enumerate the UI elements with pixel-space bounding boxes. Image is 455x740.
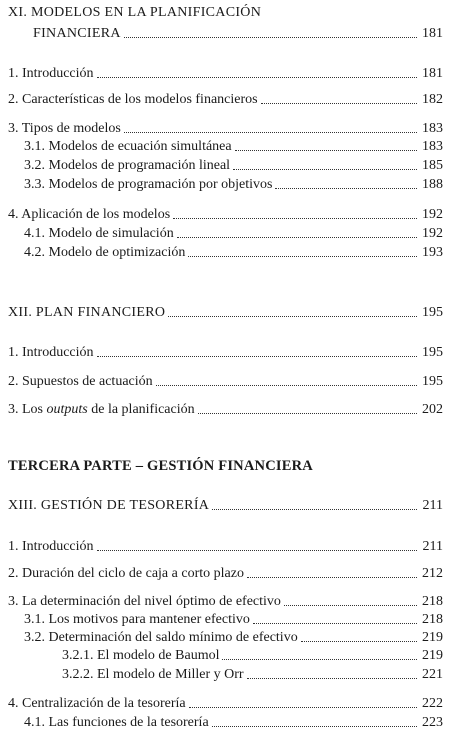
toc-entry: [0, 628, 455, 648]
toc-entry: [0, 694, 455, 714]
page-number: 183: [422, 139, 443, 154]
entry-label: 2. Características de los modelos financieros: [8, 92, 258, 107]
page-number: 181: [422, 66, 443, 81]
chapter-13-title: [0, 496, 455, 516]
entry-label-part: 3. Los: [8, 402, 47, 417]
entry-label: 3. La determinación del nivel óptimo de efectivo: [8, 594, 281, 609]
page-number: 211: [422, 498, 443, 513]
toc-entry: [0, 224, 455, 244]
dot-leader: [235, 150, 417, 151]
entry-label: 3. Tipos de modelos: [8, 121, 121, 136]
page-number: 195: [422, 305, 443, 320]
entry-label: 3.2. Modelos de programación lineal: [24, 158, 231, 173]
dot-leader: [233, 169, 417, 170]
entry-label: 4.1. Modelo de simulación: [24, 226, 174, 241]
chapter-12-title: [0, 303, 455, 323]
dot-leader: [247, 678, 417, 679]
toc-entry: [0, 64, 455, 84]
dot-leader: [253, 623, 417, 624]
dot-leader: [97, 77, 417, 78]
page-number: 192: [422, 226, 443, 241]
dot-leader: [247, 577, 417, 578]
dot-leader: [168, 316, 417, 317]
chapter-11-title-line2: [0, 24, 455, 44]
page-number: 218: [422, 612, 443, 627]
entry-label: 3.1. Los motivos para mantener efectivo: [24, 612, 250, 627]
entry-label: 1. Introducción: [8, 66, 94, 81]
toc-entry: [0, 90, 455, 110]
chapter-title: XI. MODELOS EN LA PLANIFICACIÓN: [8, 5, 262, 20]
toc-entry: [0, 564, 455, 584]
toc-entry: [0, 343, 455, 363]
chapter-11-title-line1: [0, 3, 455, 23]
toc-entry: [0, 137, 455, 157]
toc-entry: [0, 537, 455, 557]
page-number: 219: [422, 630, 443, 645]
toc-entry: [0, 156, 455, 176]
entry-label: [8, 400, 195, 420]
page-number: 182: [422, 92, 443, 107]
entry-label-part: de la planificación: [87, 402, 195, 417]
entry-label: 3.2. Determinación del saldo mínimo de efectivo: [24, 630, 298, 645]
page-number: 195: [422, 345, 443, 360]
entry-label: 3.1. Modelos de ecuación simultánea: [24, 139, 232, 154]
entry-label: 4. Aplicación de los modelos: [8, 207, 171, 222]
toc-entry: [0, 119, 455, 139]
dot-leader: [124, 132, 417, 133]
page-number: 221: [422, 667, 443, 682]
dot-leader: [156, 385, 417, 386]
page-number: 223: [422, 715, 443, 730]
toc-entry: [0, 400, 455, 420]
dot-leader: [261, 103, 417, 104]
entry-label: 4.2. Modelo de optimización: [24, 245, 186, 260]
dot-leader: [275, 188, 417, 189]
chapter-title: XII. PLAN FINANCIERO: [8, 305, 166, 320]
dot-leader: [284, 605, 417, 606]
dot-leader: [177, 237, 417, 238]
toc-entry: [0, 175, 455, 195]
page-number: 211: [422, 539, 443, 554]
entry-label-emphasis: outputs: [46, 402, 88, 417]
page-number: 188: [422, 177, 443, 192]
page-number: 193: [422, 245, 443, 260]
entry-label: 3.3. Modelos de programación por objetivos: [24, 177, 273, 192]
dot-leader: [212, 726, 417, 727]
toc-entry: [0, 610, 455, 630]
toc-entry: [0, 205, 455, 225]
dot-leader: [301, 641, 417, 642]
dot-leader: [189, 707, 417, 708]
dot-leader: [222, 659, 417, 660]
dot-leader: [188, 256, 417, 257]
chapter-title: FINANCIERA: [33, 26, 121, 41]
toc-entry: [0, 665, 455, 685]
page-number: 218: [422, 594, 443, 609]
part-heading: TERCERA PARTE – GESTIÓN FINANCIERA: [8, 458, 313, 474]
dot-leader: [97, 356, 417, 357]
page-number: 181: [422, 26, 443, 41]
entry-label: 3.2.2. El modelo de Miller y Orr: [62, 667, 244, 682]
page-number: 212: [422, 566, 443, 581]
toc-entry: [0, 713, 455, 733]
page-number: 202: [422, 402, 443, 417]
page-number: 192: [422, 207, 443, 222]
toc-entry: [0, 243, 455, 263]
entry-label: 4. Centralización de la tesorería: [8, 696, 186, 711]
dot-leader: [124, 37, 417, 38]
toc-entry: [0, 372, 455, 392]
page-number: 222: [422, 696, 443, 711]
chapter-title: XIII. GESTIÓN DE TESORERÍA: [8, 498, 210, 513]
dot-leader: [198, 413, 417, 414]
page-number: 183: [422, 121, 443, 136]
page-number: 185: [422, 158, 443, 173]
dot-leader: [212, 509, 417, 510]
entry-label: 2. Supuestos de actuación: [8, 374, 153, 389]
page-number: 195: [422, 374, 443, 389]
toc-entry: [0, 646, 455, 666]
toc-entry: [0, 592, 455, 612]
entry-label: 4.1. Las funciones de la tesorería: [24, 715, 209, 730]
page-number: 219: [422, 648, 443, 663]
entry-label: 3.2.1. El modelo de Baumol: [62, 648, 220, 663]
entry-label: 1. Introducción: [8, 345, 94, 360]
entry-label: 2. Duración del ciclo de caja a corto plazo: [8, 566, 244, 581]
entry-label: 1. Introducción: [8, 539, 94, 554]
dot-leader: [173, 218, 417, 219]
dot-leader: [97, 550, 417, 551]
